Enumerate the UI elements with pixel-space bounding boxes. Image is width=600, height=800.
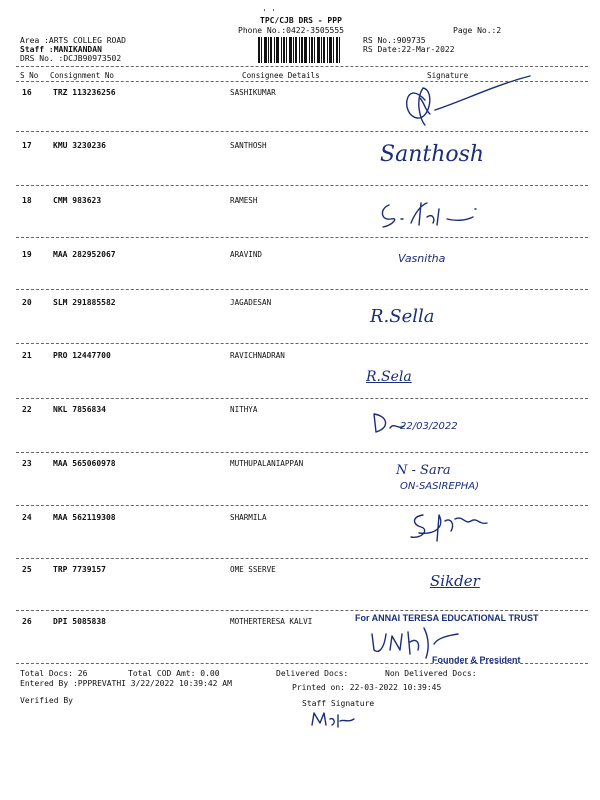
row-sno: 18	[22, 196, 32, 205]
row-consignee: JAGADESAN	[230, 298, 272, 307]
rs-number: RS No.:909735	[363, 36, 426, 45]
signature-scribble-icon	[308, 707, 358, 731]
row-consignee: SHARMILA	[230, 513, 267, 522]
divider	[16, 663, 588, 664]
staff-signature-label: Staff Signature	[302, 699, 375, 708]
drs-number: DRS No. :DCJB90973502	[20, 54, 122, 63]
total-cod-amount: Total COD Amt: 0.00	[128, 669, 220, 678]
non-delivered-docs: Non Delivered Docs:	[385, 669, 477, 678]
divider	[16, 289, 588, 290]
signature-text: Santhosh	[380, 142, 485, 167]
row-consignee: NITHYA	[230, 405, 258, 414]
signature-text: ON-SASIREPHA)	[400, 481, 480, 492]
divider	[16, 398, 588, 399]
row-sno: 20	[22, 298, 32, 307]
row-consignee: SANTHOSH	[230, 141, 267, 150]
page-number: Page No.:2	[453, 26, 502, 35]
row-consignee: MOTHERTERESA KALVI	[230, 617, 313, 626]
signature-scribble-icon	[405, 505, 495, 550]
row-consignee: RAMESH	[230, 196, 258, 205]
row-consignment: PRO 12447700	[53, 351, 111, 360]
row-consignment: NKL 7856834	[53, 405, 106, 414]
column-consignment: Consignment No	[50, 71, 115, 80]
row-consignee: ARAVIND	[230, 250, 263, 259]
document-title: TPC/CJB DRS - PPP	[260, 16, 342, 25]
row-consignment: CMM 983623	[53, 196, 102, 205]
divider	[16, 131, 588, 132]
divider	[16, 610, 588, 611]
rs-date: RS Date:22-Mar-2022	[363, 45, 455, 54]
header-top-mark: ' '	[262, 8, 276, 17]
staff-label: Staff :MANIKANDAN	[20, 45, 102, 54]
divider	[16, 343, 588, 344]
signature-text: N - Sara	[396, 463, 451, 478]
delivered-docs: Delivered Docs:	[276, 669, 349, 678]
row-consignee: SASHIKUMAR	[230, 88, 276, 97]
row-consignee: OME SSERVE	[230, 565, 276, 574]
row-consignment: MAA 565060978	[53, 459, 116, 468]
row-sno: 25	[22, 565, 32, 574]
divider	[16, 66, 588, 67]
signature-scribble-icon	[395, 70, 535, 130]
divider	[16, 237, 588, 238]
signature-text: R.Sela	[366, 369, 412, 385]
divider	[16, 558, 588, 559]
signature-text: R.Sella	[370, 306, 435, 327]
row-sno: 16	[22, 88, 32, 97]
column-sno: S No	[20, 71, 39, 80]
signature-text: 22/03/2022	[400, 421, 458, 432]
row-sno: 23	[22, 459, 32, 468]
row-sno: 22	[22, 405, 32, 414]
row-consignment: TRP 7739157	[53, 565, 106, 574]
row-consignment: SLM 291885582	[53, 298, 116, 307]
row-consignee: RAVICHNADRAN	[230, 351, 285, 360]
signature-text: Sikder	[430, 572, 480, 590]
phone-number: Phone No.:0422-3505555	[238, 26, 344, 35]
printed-on: Printed on: 22-03-2022 10:39:45	[292, 683, 442, 692]
row-consignment: MAA 562119308	[53, 513, 116, 522]
row-sno: 17	[22, 141, 32, 150]
entered-by: Entered By :PPPREVATHI 3/22/2022 10:39:42 AM	[20, 679, 232, 688]
divider	[16, 505, 588, 506]
row-consignment: DPI 5085838	[53, 617, 106, 626]
signature-scribble-icon	[375, 195, 505, 235]
stamp-text: For ANNAI TERESA EDUCATIONAL TRUST	[355, 613, 539, 623]
row-consignment: MAA 282952067	[53, 250, 116, 259]
row-sno: 24	[22, 513, 32, 522]
row-consignment: TRZ 113236256	[53, 88, 116, 97]
row-sno: 19	[22, 250, 32, 259]
column-signature: Signature	[427, 71, 469, 80]
row-consignee: MUTHUPALANIAPPAN	[230, 459, 304, 468]
total-docs: Total Docs: 26	[20, 669, 88, 678]
divider	[16, 185, 588, 186]
barcode-icon	[258, 37, 358, 63]
verified-by: Verified By	[20, 696, 73, 705]
signature-text: Vasnitha	[398, 252, 446, 265]
area-label: Area :ARTS COLLEG ROAD	[20, 36, 126, 45]
divider	[16, 452, 588, 453]
row-consignment: KMU 3230236	[53, 141, 106, 150]
stamp-text: Founder & President	[432, 655, 521, 665]
row-sno: 21	[22, 351, 32, 360]
column-consignee: Consignee Details	[242, 71, 320, 80]
row-sno: 26	[22, 617, 32, 626]
